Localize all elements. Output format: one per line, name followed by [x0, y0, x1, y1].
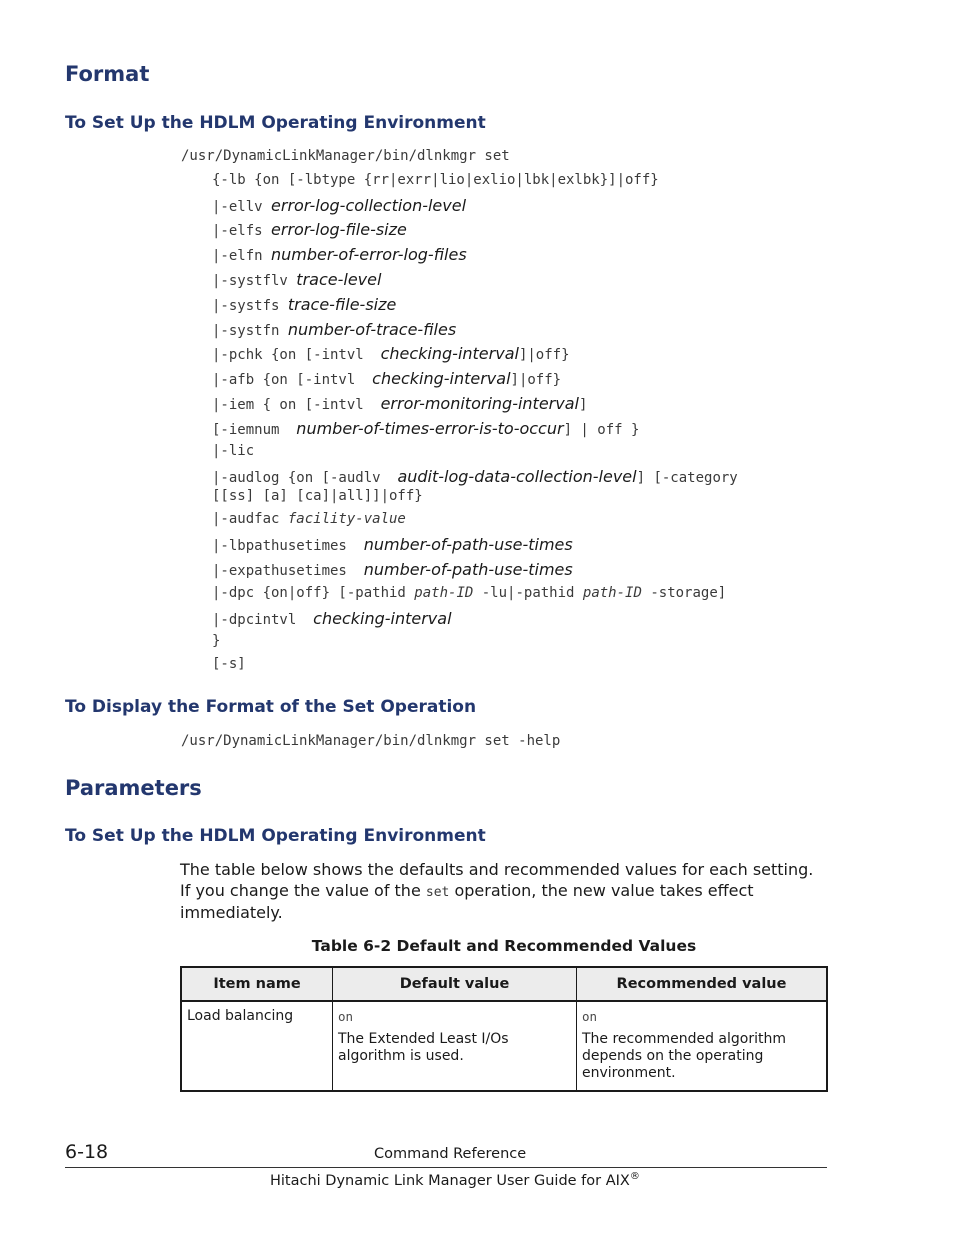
syntax-argument: audit-log-data-collection-level — [397, 467, 637, 486]
syntax-line — [212, 320, 456, 339]
syntax-option: [-s] — [212, 656, 246, 672]
syntax-line — [212, 196, 466, 215]
cell-default — [333, 1001, 577, 1091]
syntax-option: |-elfs — [212, 223, 272, 239]
syntax-line — [212, 467, 738, 486]
syntax-line — [212, 295, 396, 314]
syntax-argument: trace-file-size — [287, 295, 397, 314]
syntax-option: ] — [578, 397, 588, 413]
page-number: 6-18 — [65, 1141, 109, 1163]
syntax-argument: number-of-path-use-times — [363, 560, 573, 579]
syntax-option: |-dpcintvl — [212, 612, 314, 628]
recommended-code: on — [582, 1009, 598, 1024]
syntax-line — [212, 369, 561, 388]
cell-recommended — [577, 1001, 828, 1091]
syntax-argument: number-of-error-log-files — [271, 245, 467, 264]
syntax-option: } — [212, 633, 221, 649]
syntax-argument: number-of-path-use-times — [363, 535, 573, 554]
syntax-option: |-elfn — [212, 248, 272, 264]
recommended-text: The recommended algorithm depends on the operating environment. — [582, 1031, 786, 1081]
syntax-line — [212, 344, 570, 363]
syntax-option: -storage] — [641, 585, 727, 601]
heading-format: Format — [65, 62, 150, 86]
syntax-line — [212, 585, 726, 601]
help-command: /usr/DynamicLinkManager/bin/dlnkmgr set -help — [181, 733, 561, 749]
values-table — [180, 966, 828, 1092]
syntax-argument: error-log-collection-level — [271, 196, 467, 215]
set-command: /usr/DynamicLinkManager/bin/dlnkmgr set — [181, 148, 510, 164]
syntax-option: |-iem { on [-intvl — [212, 397, 381, 413]
syntax-line — [212, 220, 407, 239]
syntax-line — [212, 511, 406, 527]
syntax-argument: trace-level — [296, 270, 382, 289]
syntax-option: |-ellv — [212, 199, 272, 215]
heading-setup-environment-2: To Set Up the HDLM Operating Environment — [65, 826, 486, 846]
syntax-argument: path-ID — [582, 585, 642, 601]
syntax-line — [212, 488, 423, 504]
syntax-argument: number-of-trace-files — [287, 320, 457, 339]
syntax-option: |-lbpathusetimes — [212, 538, 364, 554]
syntax-argument: checking-interval — [380, 344, 519, 363]
syntax-option: |-systfs — [212, 298, 288, 314]
syntax-option: |-pchk {on [-intvl — [212, 347, 381, 363]
syntax-line — [212, 535, 573, 554]
syntax-line — [212, 656, 246, 672]
cell-item: Load balancing — [181, 1001, 333, 1091]
footer-section: Command Reference — [374, 1146, 527, 1162]
syntax-argument: error-monitoring-interval — [380, 394, 579, 413]
footer-divider — [65, 1167, 827, 1168]
syntax-option: |-audfac — [212, 511, 288, 527]
syntax-line — [212, 443, 254, 459]
syntax-argument: checking-interval — [313, 609, 452, 628]
syntax-option: |-audlog {on [-audlv — [212, 470, 398, 486]
syntax-line — [212, 245, 467, 264]
table-header-row — [181, 967, 827, 1001]
syntax-argument: checking-interval — [372, 369, 511, 388]
syntax-option: {-lb {on [-lbtype {rr|exrr|lio|exlio|lbk|exlbk}]|off} — [212, 172, 659, 188]
syntax-option: ] [-category — [636, 470, 738, 486]
header-item-name: Item name — [181, 967, 333, 1001]
header-recommended-value: Recommended value — [577, 967, 828, 1001]
syntax-option: [[ss] [a] [ca]|all]]|off} — [212, 488, 423, 504]
table-row — [181, 1001, 827, 1091]
syntax-option: |-systfn — [212, 323, 288, 339]
syntax-option: |-expathusetimes — [212, 563, 364, 579]
default-text: The Extended Least I/Os algorithm is used. — [338, 1031, 509, 1064]
syntax-line — [212, 172, 659, 188]
syntax-argument: path-ID — [414, 585, 474, 601]
header-default-value: Default value — [333, 967, 577, 1001]
syntax-line — [212, 394, 587, 413]
syntax-line — [212, 270, 381, 289]
syntax-line — [212, 419, 639, 438]
syntax-option: -lu|-pathid — [473, 585, 583, 601]
default-code: on — [338, 1009, 354, 1024]
intro-paragraph: The table below shows the defaults and recommended values for each setting. If you change the value of the set operation, the new value takes effect immediately. — [180, 860, 814, 922]
syntax-option: ]|off} — [518, 347, 570, 363]
heading-display-format: To Display the Format of the Set Operation — [65, 697, 477, 717]
syntax-option: [-iemnum — [212, 422, 297, 438]
heading-parameters: Parameters — [65, 776, 202, 800]
syntax-option: ] | off } — [563, 422, 640, 438]
syntax-line — [212, 560, 573, 579]
footer-guide-title: Hitachi Dynamic Link Manager User Guide for AIX® — [270, 1171, 640, 1189]
syntax-argument: error-log-file-size — [271, 220, 407, 239]
syntax-option: ]|off} — [510, 372, 562, 388]
syntax-option: |-dpc {on|off} [-pathid — [212, 585, 415, 601]
inline-code: set — [425, 884, 450, 900]
syntax-line — [212, 609, 452, 628]
syntax-option: |-afb {on [-intvl — [212, 372, 373, 388]
syntax-option: |-systflv — [212, 273, 297, 289]
syntax-option: |-lic — [212, 443, 255, 459]
syntax-argument: number-of-times-error-is-to-occur — [296, 419, 564, 438]
syntax-argument: facility-value — [287, 511, 406, 527]
syntax-line — [212, 633, 220, 649]
table-caption: Table 6-2 Default and Recommended Values — [311, 937, 697, 955]
heading-setup-environment: To Set Up the HDLM Operating Environment — [65, 113, 486, 133]
